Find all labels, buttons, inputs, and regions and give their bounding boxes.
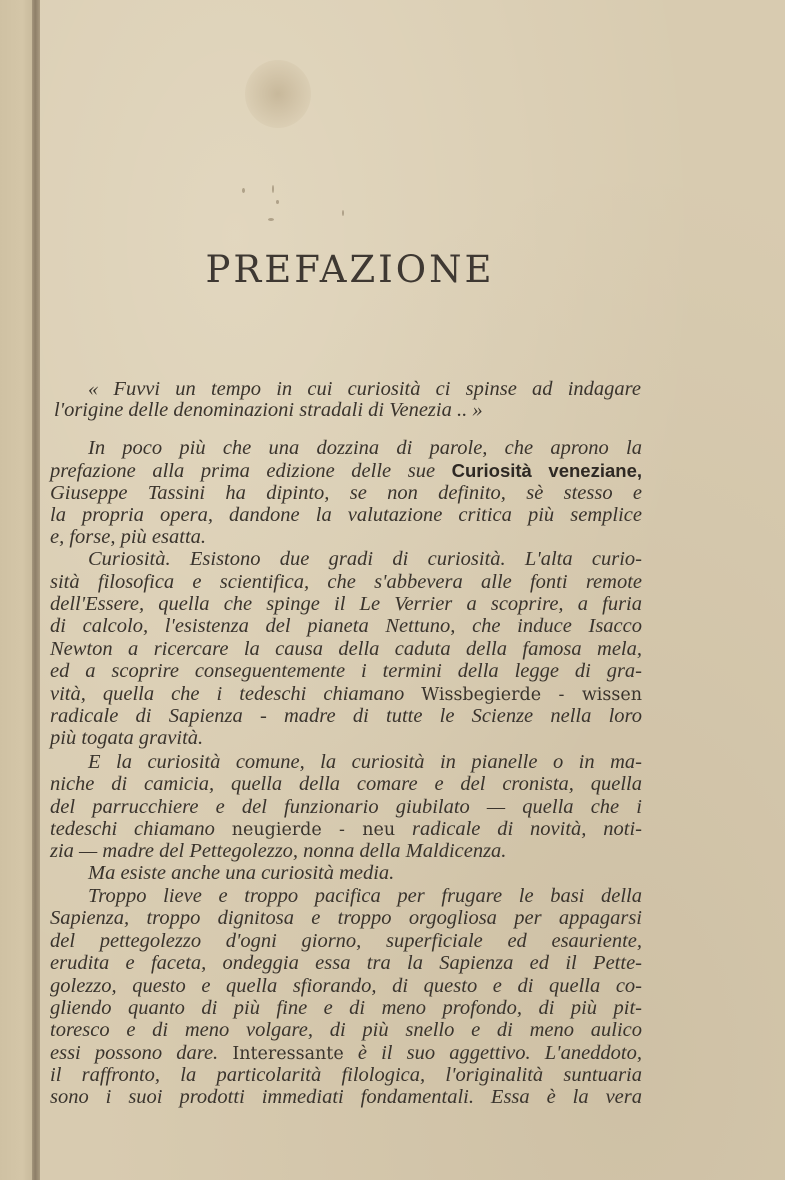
text-line: golezzo, questo e quella sfiorando, di questo e di quella co- <box>50 975 642 997</box>
text-line: Curiosità. Esistono due gradi di curiosità. L'alta curio- <box>88 548 642 570</box>
text-line: di calcolo, l'esistenza del pianeta Nettuno, che induce Isacco <box>50 615 642 637</box>
german-term: Wissbegierde - wissen <box>421 685 642 705</box>
text-line: Ma esiste anche una curiosità media. <box>88 862 395 884</box>
text-line: toresco e di meno volgare, di più snello e di meno aulico <box>50 1019 642 1041</box>
text-span: radicale di novità, noti- <box>395 818 642 840</box>
text-line: gliendo quanto di più fine e di meno profondo, di più pit- <box>50 997 642 1019</box>
text-line: radicale di Sapienza - madre di tutte le Scienze nella loro <box>50 705 642 727</box>
text-span: vità, quella che i tedeschi chiamano <box>50 683 422 705</box>
text-line: zia — madre del Pettegolezzo, nonna della Maldicenza. <box>50 840 507 862</box>
text-span: è il suo aggettivo. L'aneddoto, <box>343 1042 642 1064</box>
text-line <box>50 818 642 841</box>
heading-text: PREFAZIONE <box>205 248 495 291</box>
text-line: del parrucchiere e del funzionario giubilato — quella che i <box>50 796 642 818</box>
emphasis-word: Interessante <box>232 1044 344 1064</box>
text-span: essi possono dare. <box>50 1042 233 1064</box>
page-heading <box>0 248 700 291</box>
text-line: del pettegolezzo d'ogni giorno, superficiale ed esauriente, <box>50 930 642 952</box>
binding-margin <box>0 0 32 1180</box>
text-line: la propria opera, dandone la valutazione critica più semplice <box>50 504 642 526</box>
text-line <box>50 683 642 706</box>
text-line: e, forse, più esatta. <box>50 526 207 548</box>
text-line: Newton a ricercare la causa della caduta della famosa mela, <box>50 638 642 660</box>
text-line <box>50 460 642 482</box>
text-line <box>50 1042 642 1065</box>
text-span: prefazione alla prima edizione delle sue <box>50 460 452 482</box>
text-line: Troppo lieve e troppo pacifica per frugare le basi della <box>88 885 642 907</box>
text-line: erudita e faceta, ondeggia essa tra la Sapienza ed il Pette- <box>50 952 642 974</box>
text-line: sono i suoi prodotti immediati fondamentali. Essa è la vera <box>50 1086 642 1108</box>
text-span: tedeschi chiamano <box>50 818 232 840</box>
epigraph-line: « Fuvvi un tempo in cui curiosità ci spinse ad indagare <box>88 378 641 400</box>
binding-shadow <box>32 0 40 1180</box>
text-line: E la curiosità comune, la curiosità in pianelle o in ma- <box>88 751 642 773</box>
book-title: Curiosità veneziane, <box>451 460 642 481</box>
text-line: Sapienza, troppo dignitosa e troppo orgogliosa per appagarsi <box>50 907 642 929</box>
text-line: più togata gravità. <box>50 727 204 749</box>
epigraph-line: l'origine delle denominazioni stradali di Venezia .. » <box>54 399 483 421</box>
text-line: sità filosofica e scientifica, che s'abbevera alle fonti remote <box>50 571 642 593</box>
paper-specks <box>230 180 350 230</box>
text-line: Giuseppe Tassini ha dipinto, se non definito, sè stesso e <box>50 482 642 504</box>
paper-stain <box>245 60 311 128</box>
german-term: neugierde - neu <box>231 820 396 840</box>
text-line: In poco più che una dozzina di parole, che aprono la <box>88 437 642 459</box>
text-line: il raffronto, la particolarità filologica, l'originalità suntuaria <box>50 1064 642 1086</box>
text-line: ed a scoprire conseguentemente i termini della legge di gra- <box>50 660 642 682</box>
text-line: dell'Essere, quella che spinge il Le Verrier a scoprire, a furia <box>50 593 642 615</box>
text-line: niche di camicia, quella della comare e del cronista, quella <box>50 773 642 795</box>
